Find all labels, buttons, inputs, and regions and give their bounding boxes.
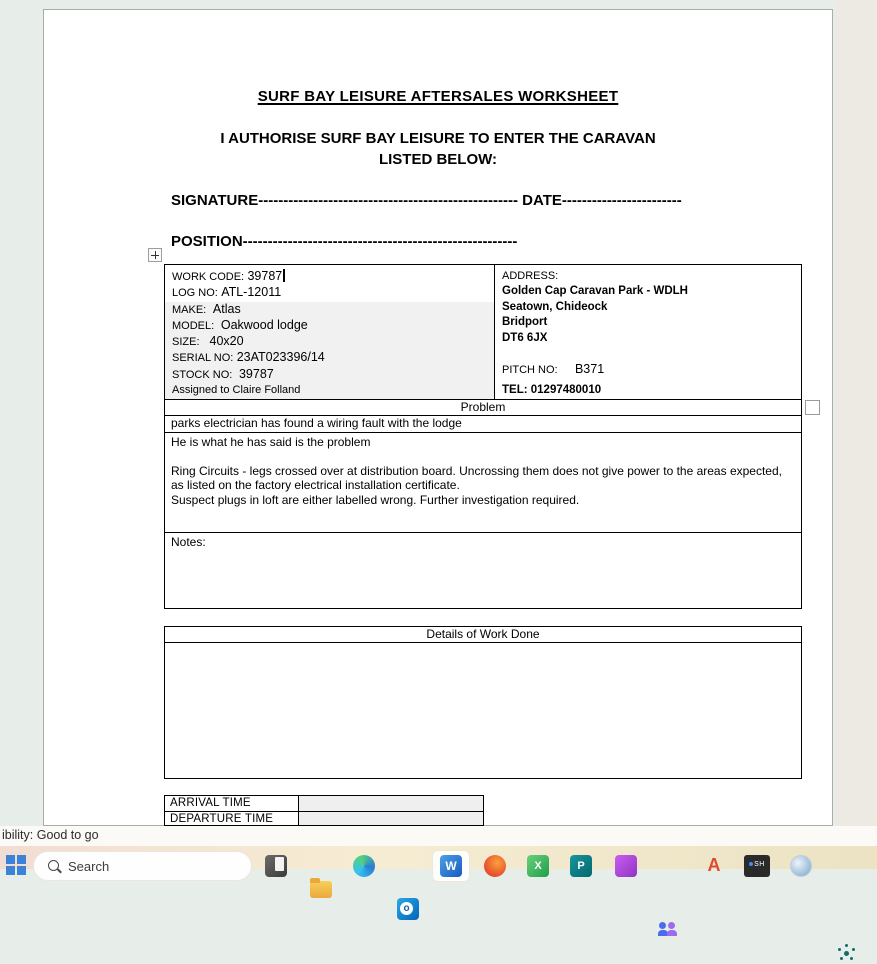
- arrival-time-row: [165, 796, 483, 811]
- authorise-line-2: LISTED BELOW:: [378, 151, 498, 168]
- work-code-row[interactable]: [165, 265, 494, 285]
- stock-no-label: STOCK NO:: [172, 368, 233, 381]
- search-icon: [48, 860, 59, 871]
- tel-row[interactable]: [502, 384, 601, 396]
- word-document-page[interactable]: [43, 9, 833, 826]
- table-resize-handle[interactable]: [805, 400, 820, 415]
- people-icon[interactable]: [658, 920, 680, 942]
- desktop-right-strip: [835, 0, 877, 846]
- dark-app-dot: [749, 862, 753, 866]
- serial-no-value: 23AT023396/14: [236, 350, 325, 365]
- pitch-no-row[interactable]: [502, 362, 794, 376]
- powerpoint-icon[interactable]: [484, 855, 506, 877]
- stock-no-row[interactable]: [165, 367, 494, 383]
- arrival-time-field[interactable]: [298, 796, 483, 811]
- times-table: [164, 795, 484, 826]
- search-label: Search: [68, 859, 110, 874]
- make-value: Atlas: [212, 301, 241, 316]
- outlook-letter: o: [400, 902, 413, 915]
- problem-detail-line: Ring Circuits - legs crossed over at distribution board. Uncrossing them does not give power to the areas expected, as listed on the factory electrical installation certificate.: [171, 463, 782, 493]
- globe-icon[interactable]: [790, 855, 812, 877]
- table-move-handle-icon[interactable]: [148, 248, 162, 262]
- make-row[interactable]: [165, 302, 494, 318]
- problem-summary-row[interactable]: parks electrician has found a wiring fault with the lodge: [165, 416, 801, 433]
- serial-no-row[interactable]: [165, 350, 494, 366]
- problem-detail-line: He is what he has said is the problem: [171, 435, 371, 449]
- authorise-line-1: I AUTHORISE SURF BAY LEISURE TO ENTER THE CARAVAN: [220, 130, 656, 147]
- work-done-table: [164, 626, 802, 779]
- flower-dots-icon[interactable]: [835, 942, 857, 964]
- problem-detail-row[interactable]: [165, 433, 801, 533]
- worksheet-table: [164, 264, 802, 609]
- excel-icon[interactable]: X: [527, 855, 549, 877]
- pitch-no-value: B371: [574, 362, 605, 377]
- pitch-no-label: PITCH NO:: [502, 364, 558, 377]
- make-label: MAKE:: [172, 303, 207, 316]
- work-done-header: Details of Work Done: [165, 627, 801, 643]
- problem-header: Problem: [165, 400, 801, 416]
- log-no-row[interactable]: [165, 285, 494, 301]
- start-button-icon[interactable]: [6, 855, 28, 877]
- stock-no-value: 39787: [238, 366, 274, 381]
- access-icon[interactable]: A: [707, 855, 721, 875]
- notes-row[interactable]: [165, 533, 801, 551]
- dark-app-text: SH: [754, 861, 765, 868]
- address-line: DT6 6JX: [502, 331, 548, 344]
- size-row[interactable]: [165, 334, 494, 350]
- model-row[interactable]: [165, 318, 494, 334]
- edge-browser-icon[interactable]: [353, 855, 375, 877]
- taskbar: [0, 846, 877, 914]
- model-label: MODEL:: [172, 319, 215, 332]
- address-line: Bridport: [502, 316, 548, 329]
- tel-value: 01297480010: [530, 384, 602, 396]
- size-label: SIZE:: [172, 336, 200, 349]
- unit-and-address-row: [165, 265, 801, 400]
- document-title: SURF BAY LEISURE AFTERSALES WORKSHEET: [257, 88, 619, 105]
- size-value: 40x20: [209, 334, 244, 349]
- unit-details-cell[interactable]: [165, 265, 494, 399]
- file-explorer-icon[interactable]: [310, 881, 332, 898]
- signature-date-line: SIGNATURE---------------------------------------------------- DATE------------------------: [171, 192, 682, 209]
- status-bar: [0, 826, 877, 846]
- departure-time-label: DEPARTURE TIME: [170, 812, 274, 825]
- assigned-note[interactable]: Assigned to Claire Folland: [172, 384, 301, 397]
- dark-document-icon[interactable]: [265, 855, 287, 877]
- onenote-icon[interactable]: [615, 855, 637, 877]
- log-no-value: ATL-12011: [221, 285, 282, 300]
- address-line: Seatown, Chideock: [502, 300, 608, 313]
- publisher-icon[interactable]: P: [570, 855, 592, 877]
- text-cursor: [283, 269, 284, 282]
- model-value: Oakwood lodge: [220, 317, 308, 332]
- arrival-time-label: ARRIVAL TIME: [170, 797, 251, 809]
- word-icon[interactable]: W: [440, 855, 462, 877]
- work-done-area[interactable]: [165, 643, 801, 778]
- outlook-icon[interactable]: [397, 898, 419, 920]
- work-code-label: WORK CODE:: [172, 271, 245, 283]
- work-code-value: 39787: [247, 269, 283, 283]
- problem-detail-line: Suspect plugs in loft are either labelled wrong. Further investigation required.: [171, 492, 580, 507]
- accessibility-status: ibility: Good to go: [2, 828, 99, 842]
- log-no-label: LOG NO:: [172, 287, 218, 300]
- taskbar-search[interactable]: [33, 851, 252, 881]
- address-cell[interactable]: [494, 265, 801, 399]
- departure-time-field[interactable]: [298, 812, 483, 826]
- notes-label: Notes:: [171, 535, 206, 549]
- address-line: Golden Cap Caravan Park - WDLH: [502, 285, 688, 297]
- tel-label: TEL:: [502, 384, 528, 396]
- departure-time-row: [165, 811, 483, 826]
- dark-app-icon[interactable]: [744, 855, 770, 877]
- position-line: POSITION-------------------------------------------------------: [171, 233, 518, 250]
- unit-highlighted-block: [165, 302, 494, 399]
- address-label: ADDRESS:: [502, 270, 559, 282]
- serial-no-label: SERIAL NO:: [172, 352, 234, 365]
